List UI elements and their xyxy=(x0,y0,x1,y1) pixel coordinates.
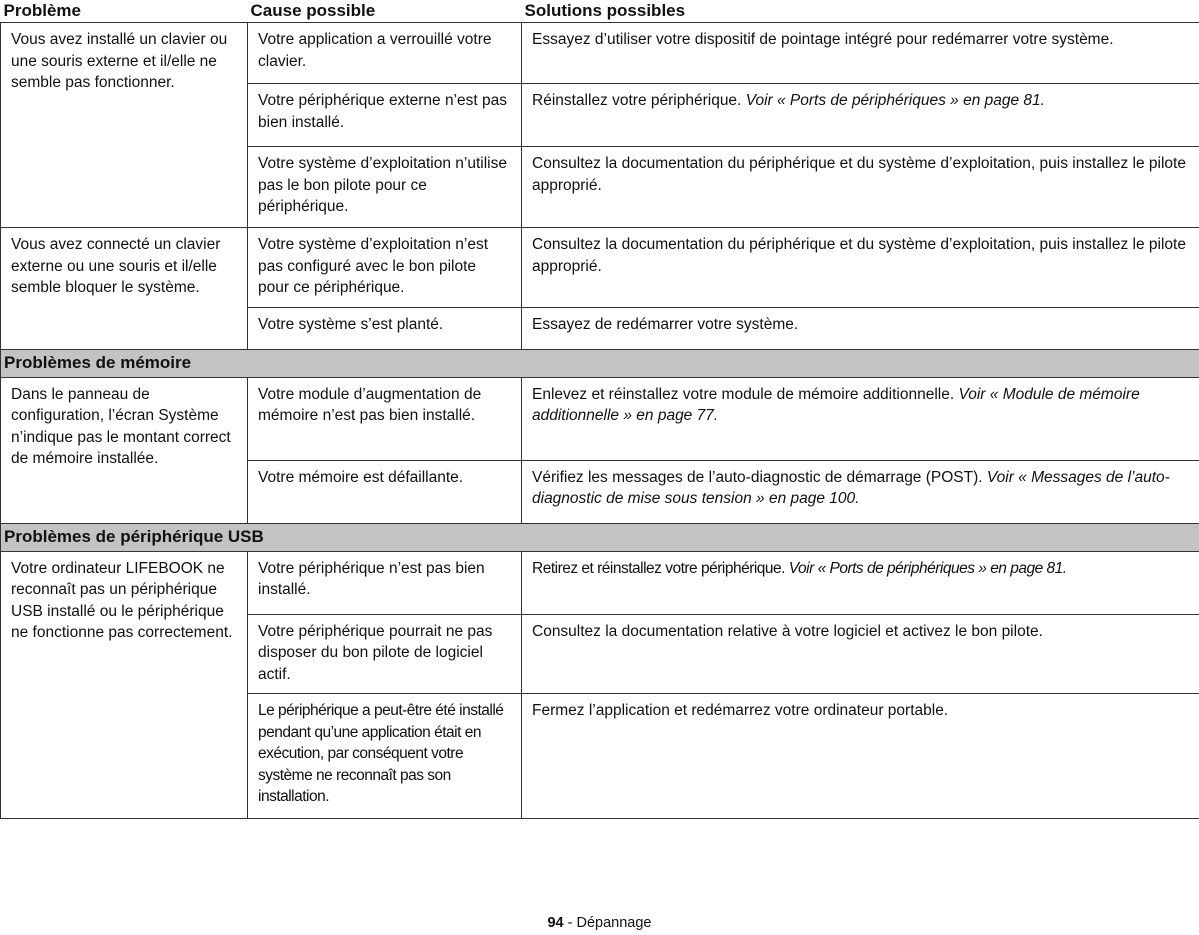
cross-reference-link[interactable]: Voir « Module de mémoire additionnelle » en page 77. xyxy=(532,385,1140,424)
solution-cell xyxy=(522,460,1199,523)
section-row xyxy=(1,523,1199,551)
solution-cell xyxy=(522,377,1199,460)
page-number: 94 xyxy=(547,915,564,931)
problem-cell: Vous avez installé un clavier ou une souris externe et il/elle ne semble pas fonctionner. xyxy=(1,23,248,228)
cause-cell: Le périphérique a peut-être été installé pendant qu’une application était en exécution, par conséquent votre système ne reconnaît pas son installation. xyxy=(248,694,522,819)
section-memory-heading: Problèmes de mémoire xyxy=(1,349,1199,377)
cross-reference-link[interactable]: Voir « Ports de périphériques » en page 81. xyxy=(745,92,1045,109)
solution-cell: Essayez de redémarrer votre système. xyxy=(522,307,1199,349)
header-problem: Problème xyxy=(1,0,248,23)
cause-cell: Votre périphérique n’est pas bien installé. xyxy=(248,551,522,614)
footer-section: - Dépannage xyxy=(563,915,652,931)
header-solution: Solutions possibles xyxy=(522,0,1199,23)
cross-reference-link[interactable]: Voir « Messages de l’auto-diagnostic de mise sous tension » en page 100. xyxy=(532,468,1170,507)
cause-cell: Votre périphérique externe n’est pas bien installé. xyxy=(248,84,522,147)
cause-cell: Votre système s’est planté. xyxy=(248,307,522,349)
solution-text: Vérifiez les messages de l’auto-diagnostic de démarrage (POST). xyxy=(532,468,983,486)
table-row xyxy=(1,23,1199,84)
problem-cell: Vous avez connecté un clavier externe ou une souris et il/elle semble bloquer le système. xyxy=(1,228,248,350)
page-footer xyxy=(0,915,1199,931)
cause-cell: Votre module d’augmentation de mémoire n’est pas bien installé. xyxy=(248,377,522,460)
solution-cell: Consultez la documentation du périphérique et du système d’exploitation, puis installez le pilote approprié. xyxy=(522,147,1199,228)
problem-cell: Votre ordinateur LIFEBOOK ne reconnaît pas un périphérique USB installé ou le périphérique ne fonctionne pas correctement. xyxy=(1,551,248,819)
cause-cell: Votre système d’exploitation n’est pas configuré avec le bon pilote pour ce périphérique. xyxy=(248,228,522,308)
table-row xyxy=(1,551,1199,614)
cause-cell: Votre application a verrouillé votre clavier. xyxy=(248,23,522,84)
cause-cell: Votre système d’exploitation n’utilise pas le bon pilote pour ce périphérique. xyxy=(248,147,522,228)
section-usb-heading: Problèmes de périphérique USB xyxy=(1,523,1199,551)
solution-cell: Consultez la documentation du périphérique et du système d’exploitation, puis installez le pilote approprié. xyxy=(522,228,1199,308)
solution-cell xyxy=(522,84,1199,147)
solution-text: Retirez et réinstallez votre périphérique. xyxy=(532,559,785,577)
solution-cell: Fermez l’application et redémarrez votre ordinateur portable. xyxy=(522,694,1199,819)
table-row xyxy=(1,377,1199,460)
cause-cell: Votre mémoire est défaillante. xyxy=(248,460,522,523)
header-cause: Cause possible xyxy=(248,0,522,23)
solution-cell: Consultez la documentation relative à votre logiciel et activez le bon pilote. xyxy=(522,614,1199,694)
cross-reference-link[interactable]: Voir « Ports de périphériques » en page 81. xyxy=(788,559,1067,577)
section-row xyxy=(1,349,1199,377)
cause-cell: Votre périphérique pourrait ne pas disposer du bon pilote de logiciel actif. xyxy=(248,614,522,694)
solution-cell xyxy=(522,551,1199,614)
table-row xyxy=(1,228,1199,308)
solution-cell: Essayez d’utiliser votre dispositif de pointage intégré pour redémarrer votre système. xyxy=(522,23,1199,84)
problem-cell: Dans le panneau de configuration, l’écran Système n’indique pas le montant correct de mémoire installée. xyxy=(1,377,248,523)
solution-text: Réinstallez votre périphérique. xyxy=(532,92,742,109)
solution-text: Enlevez et réinstallez votre module de mémoire additionnelle. xyxy=(532,385,955,403)
